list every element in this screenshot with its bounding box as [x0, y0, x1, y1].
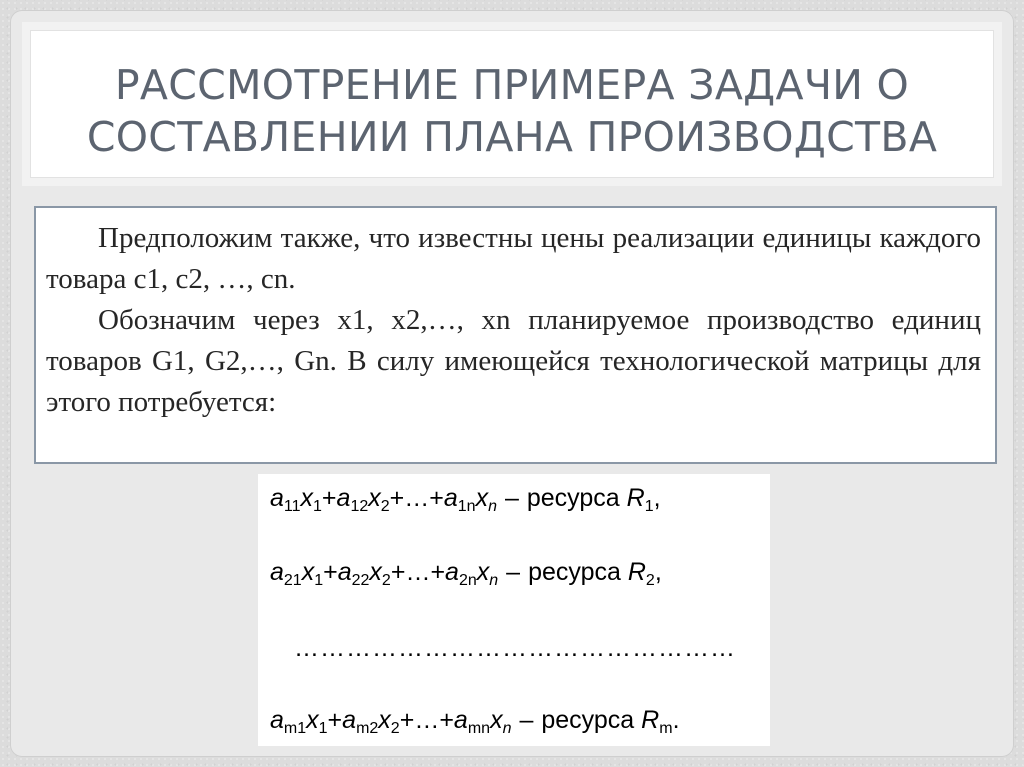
formula-ellipsis-row: ……………………………………………	[294, 634, 736, 662]
slide-title	[31, 59, 993, 163]
paragraph-prices: Предположим также, что известны цены реализации единицы каждого товара с1, с2, …, сn.	[46, 222, 981, 295]
formula-image	[258, 474, 770, 746]
title-box	[30, 30, 994, 178]
paragraph-production: Обозначим через х1, х2,…, хn планируемое производство единиц товаров G1, G2,…, Gn. В силу имеющейся технологической матрицы для этого потребуется:	[46, 304, 981, 418]
slide-title-line-1: РАССМОТРЕНИЕ ПРИМЕРА ЗАДАЧИ О	[114, 61, 910, 109]
slide-title-line-2: СОСТАВЛЕНИИ ПЛАНА ПРОИЗВОДСТВА	[86, 113, 938, 161]
formula-row-2: $a_{21}x_1+a_{22}x_2+\dots+a_{2n}x_n$ – ресурса $R_2$,	[270, 558, 662, 589]
formula-row-1: $a_{11}x_1+a_{12}x_2+\dots+a_{1n}x_n$ – ресурса $R_1$,	[270, 484, 661, 515]
formula-row-m: $a_{m1}x_1+a_{m2}x_2+\dots+a_{mn}x_n$ – ресурса $R_m$.	[270, 706, 680, 737]
body-text-box	[34, 206, 997, 464]
